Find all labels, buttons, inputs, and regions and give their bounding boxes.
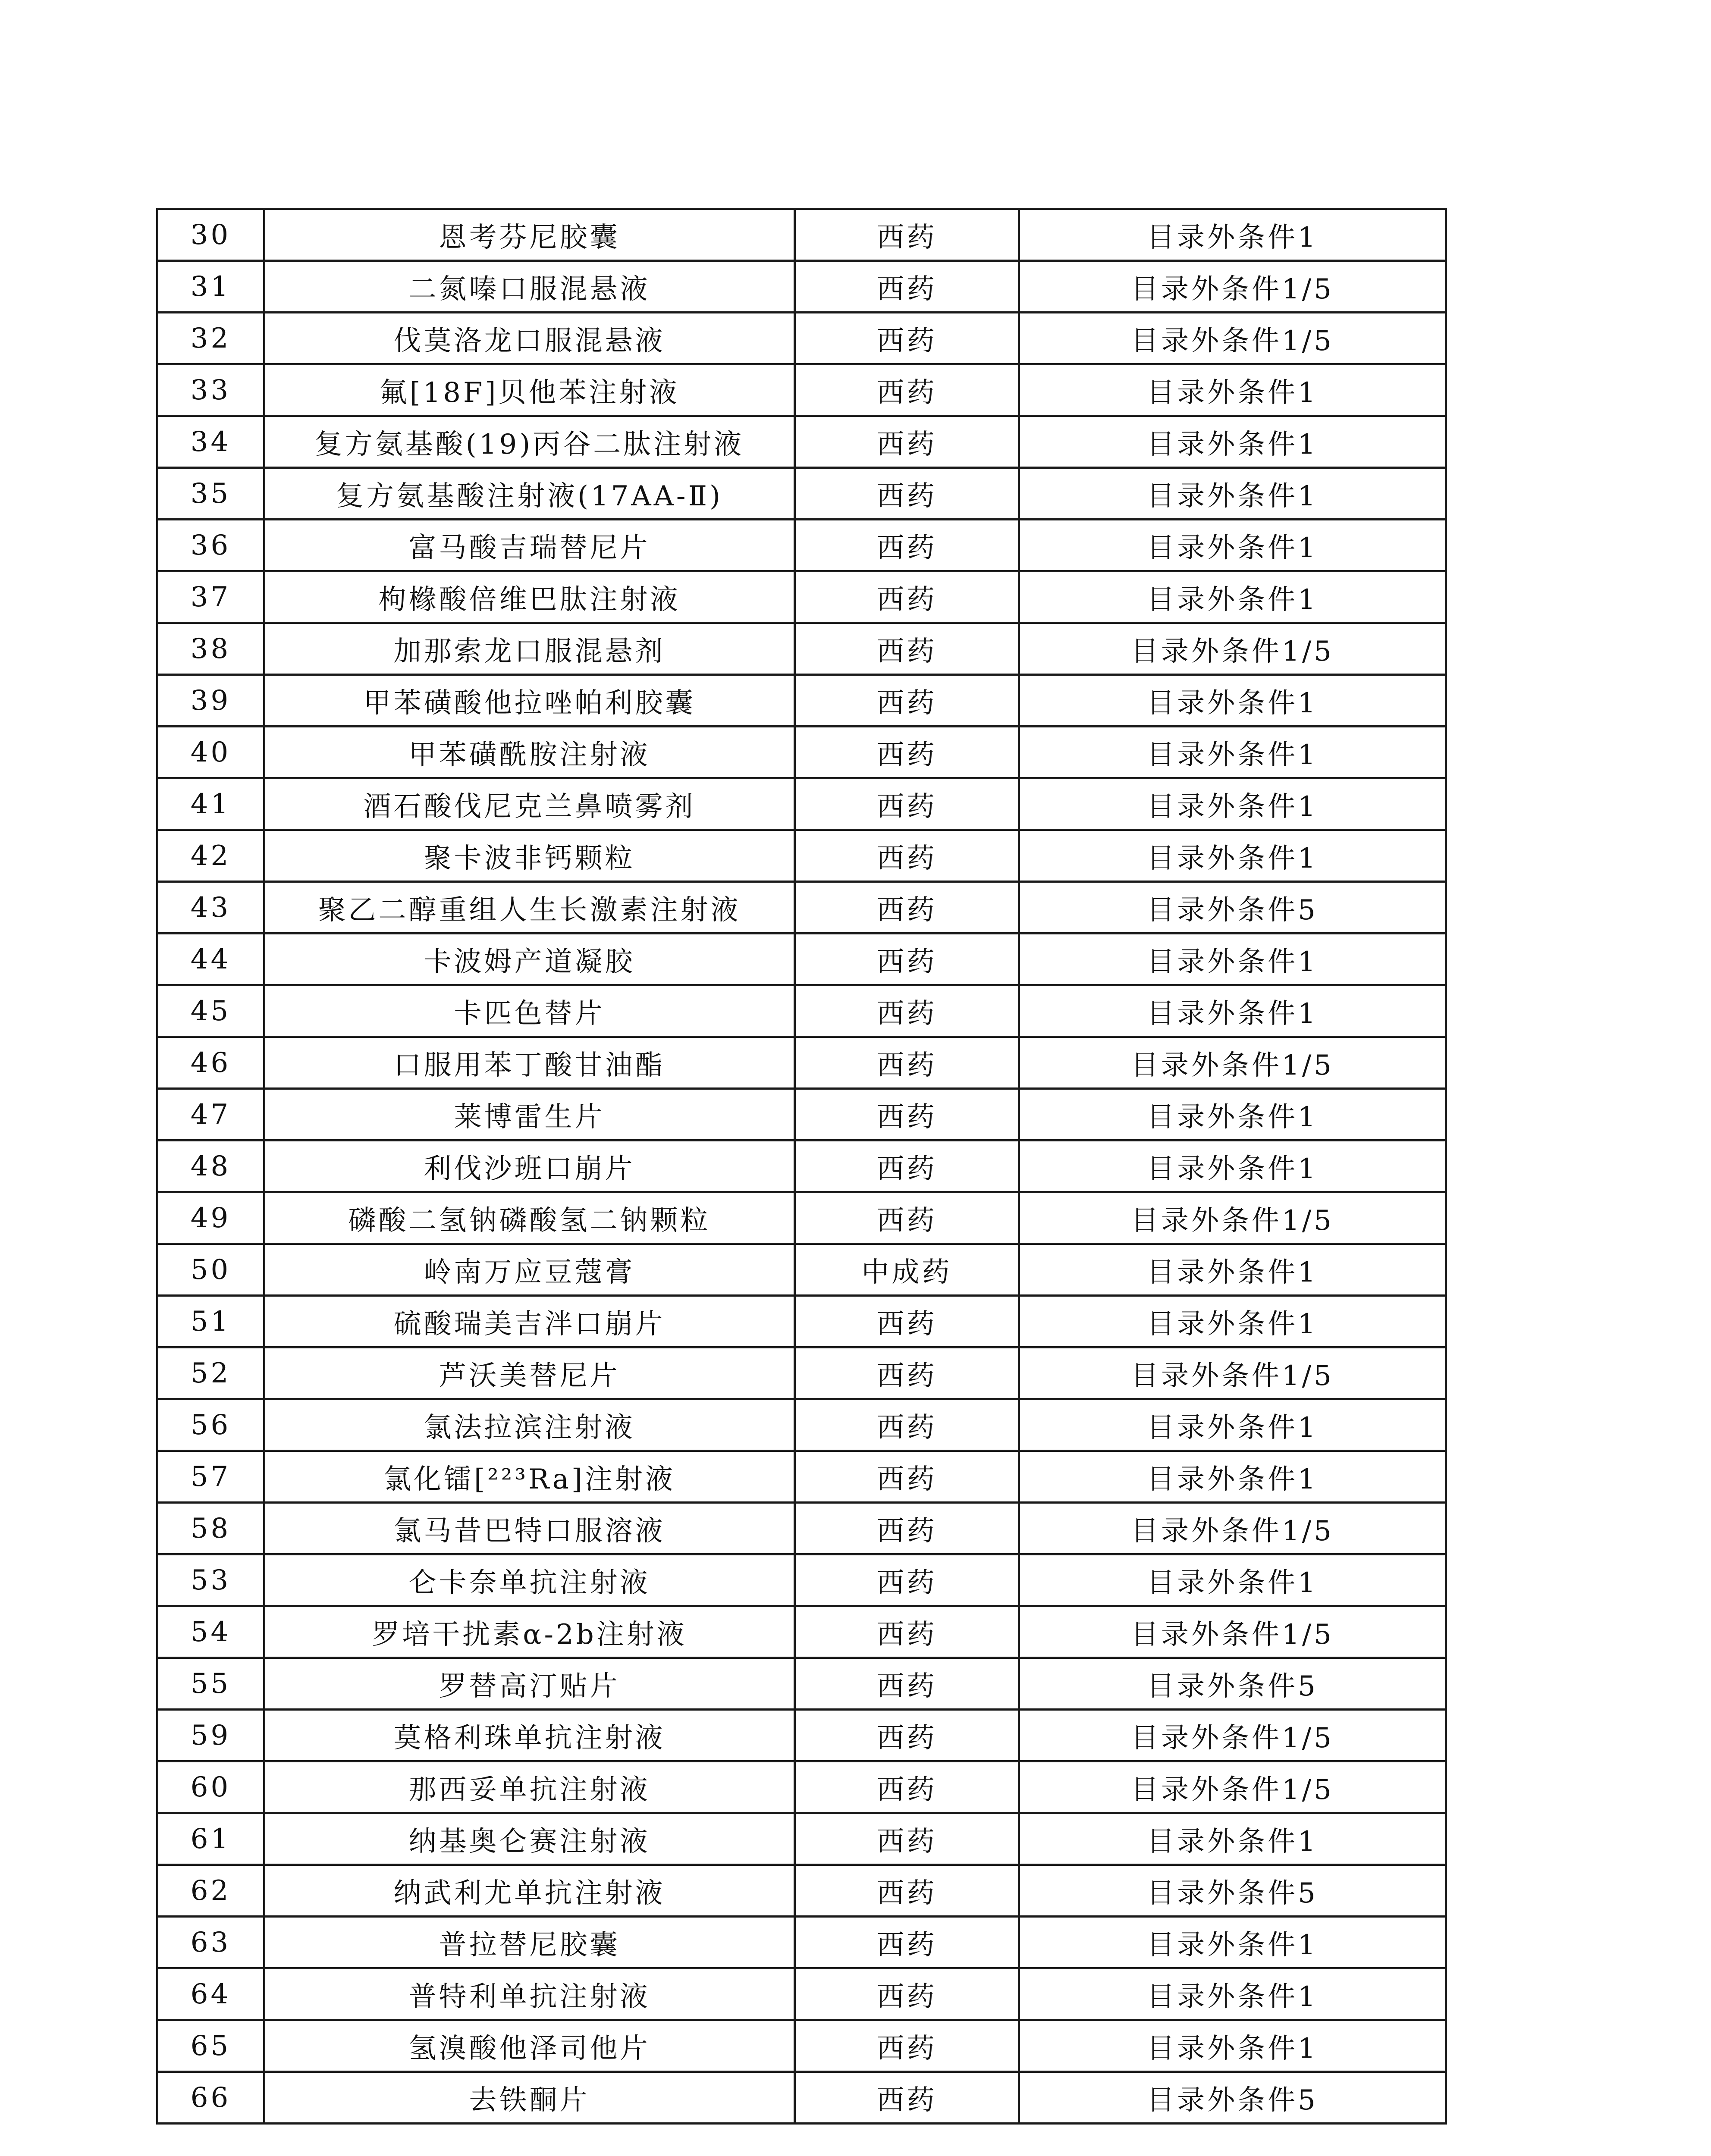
drug-name-cell: 硫酸瑞美吉泮口崩片 xyxy=(264,1296,795,1348)
drug-name-cell: 加那索龙口服混悬剂 xyxy=(264,623,795,675)
row-number-cell: 63 xyxy=(157,1917,264,1968)
condition-cell: 目录外条件5 xyxy=(1019,882,1446,934)
row-number-cell: 51 xyxy=(157,1296,264,1348)
row-number-cell: 35 xyxy=(157,468,264,520)
row-number-cell: 55 xyxy=(157,1658,264,1710)
condition-cell: 目录外条件1/5 xyxy=(1019,1606,1446,1658)
drug-name-cell: 芦沃美替尼片 xyxy=(264,1348,795,1399)
condition-cell: 目录外条件1 xyxy=(1019,727,1446,778)
drug-name-cell: 甲苯磺酸他拉唑帕利胶囊 xyxy=(264,675,795,727)
drug-name-cell: 富马酸吉瑞替尼片 xyxy=(264,520,795,571)
row-number-cell: 49 xyxy=(157,1192,264,1244)
row-number-cell: 43 xyxy=(157,882,264,934)
drug-type-cell: 西药 xyxy=(795,778,1019,830)
table-row xyxy=(157,1451,1446,1503)
table-row xyxy=(157,1089,1446,1141)
drug-type-cell: 西药 xyxy=(795,261,1019,313)
row-number-cell: 34 xyxy=(157,416,264,468)
row-number-cell: 65 xyxy=(157,2020,264,2072)
table-row xyxy=(157,1348,1446,1399)
drug-name-cell: 莱博雷生片 xyxy=(264,1089,795,1141)
row-number-cell: 54 xyxy=(157,1606,264,1658)
row-number-cell: 58 xyxy=(157,1503,264,1554)
drug-name-cell: 聚乙二醇重组人生长激素注射液 xyxy=(264,882,795,934)
table-row xyxy=(157,830,1446,882)
drug-name-cell: 复方氨基酸(19)丙谷二肽注射液 xyxy=(264,416,795,468)
table-row xyxy=(157,364,1446,416)
row-number-cell: 31 xyxy=(157,261,264,313)
condition-cell: 目录外条件1 xyxy=(1019,830,1446,882)
table-row xyxy=(157,1503,1446,1554)
condition-cell: 目录外条件5 xyxy=(1019,1658,1446,1710)
condition-cell: 目录外条件1 xyxy=(1019,1244,1446,1296)
row-number-cell: 50 xyxy=(157,1244,264,1296)
drug-type-cell: 西药 xyxy=(795,1865,1019,1917)
drug-type-cell: 西药 xyxy=(795,1296,1019,1348)
drug-type-cell: 西药 xyxy=(795,1917,1019,1968)
condition-cell: 目录外条件1 xyxy=(1019,1451,1446,1503)
row-number-cell: 40 xyxy=(157,727,264,778)
condition-cell: 目录外条件1 xyxy=(1019,934,1446,985)
drug-name-cell: 去铁酮片 xyxy=(264,2072,795,2124)
condition-cell: 目录外条件1/5 xyxy=(1019,623,1446,675)
condition-cell: 目录外条件1 xyxy=(1019,1399,1446,1451)
drug-type-cell: 西药 xyxy=(795,1503,1019,1554)
row-number-cell: 39 xyxy=(157,675,264,727)
table-row xyxy=(157,882,1446,934)
drug-name-cell: 罗替高汀贴片 xyxy=(264,1658,795,1710)
table-row xyxy=(157,778,1446,830)
condition-cell: 目录外条件1 xyxy=(1019,1141,1446,1192)
condition-cell: 目录外条件1/5 xyxy=(1019,313,1446,364)
row-number-cell: 41 xyxy=(157,778,264,830)
drug-type-cell: 西药 xyxy=(795,1037,1019,1089)
condition-cell: 目录外条件1 xyxy=(1019,1968,1446,2020)
drug-name-cell: 仑卡奈单抗注射液 xyxy=(264,1554,795,1606)
drug-name-cell: 二氮嗪口服混悬液 xyxy=(264,261,795,313)
table-row xyxy=(157,1865,1446,1917)
condition-cell: 目录外条件1/5 xyxy=(1019,1192,1446,1244)
drug-name-cell: 普拉替尼胶囊 xyxy=(264,1917,795,1968)
drug-type-cell: 西药 xyxy=(795,985,1019,1037)
drug-type-cell: 西药 xyxy=(795,2020,1019,2072)
drug-type-cell: 西药 xyxy=(795,1192,1019,1244)
table-row xyxy=(157,934,1446,985)
drug-type-cell: 西药 xyxy=(795,571,1019,623)
drug-type-cell: 西药 xyxy=(795,416,1019,468)
table-row xyxy=(157,261,1446,313)
drug-name-cell: 氯马昔巴特口服溶液 xyxy=(264,1503,795,1554)
drug-type-cell: 西药 xyxy=(795,1813,1019,1865)
row-number-cell: 48 xyxy=(157,1141,264,1192)
drug-name-cell: 纳武利尤单抗注射液 xyxy=(264,1865,795,1917)
row-number-cell: 62 xyxy=(157,1865,264,1917)
table-row xyxy=(157,985,1446,1037)
drug-type-cell: 西药 xyxy=(795,364,1019,416)
condition-cell: 目录外条件1 xyxy=(1019,520,1446,571)
condition-cell: 目录外条件5 xyxy=(1019,1865,1446,1917)
drug-name-cell: 伐莫洛龙口服混悬液 xyxy=(264,313,795,364)
drug-name-cell: 莫格利珠单抗注射液 xyxy=(264,1710,795,1761)
condition-cell: 目录外条件1/5 xyxy=(1019,261,1446,313)
row-number-cell: 66 xyxy=(157,2072,264,2124)
table-row xyxy=(157,209,1446,261)
row-number-cell: 64 xyxy=(157,1968,264,2020)
drug-name-cell: 那西妥单抗注射液 xyxy=(264,1761,795,1813)
table-row xyxy=(157,416,1446,468)
table-row xyxy=(157,1710,1446,1761)
condition-cell: 目录外条件1/5 xyxy=(1019,1037,1446,1089)
condition-cell: 目录外条件1 xyxy=(1019,571,1446,623)
drug-type-cell: 西药 xyxy=(795,313,1019,364)
drug-name-cell: 氢溴酸他泽司他片 xyxy=(264,2020,795,2072)
row-number-cell: 38 xyxy=(157,623,264,675)
condition-cell: 目录外条件1/5 xyxy=(1019,1503,1446,1554)
row-number-cell: 46 xyxy=(157,1037,264,1089)
table-row xyxy=(157,571,1446,623)
table-row xyxy=(157,1244,1446,1296)
table-row xyxy=(157,1813,1446,1865)
drug-name-cell: 口服用苯丁酸甘油酯 xyxy=(264,1037,795,1089)
row-number-cell: 59 xyxy=(157,1710,264,1761)
drug-name-cell: 复方氨基酸注射液(17AA-Ⅱ) xyxy=(264,468,795,520)
table-row xyxy=(157,1399,1446,1451)
drug-type-cell: 西药 xyxy=(795,1658,1019,1710)
drug-type-cell: 西药 xyxy=(795,1089,1019,1141)
condition-cell: 目录外条件1/5 xyxy=(1019,1348,1446,1399)
drug-type-cell: 西药 xyxy=(795,1606,1019,1658)
condition-cell: 目录外条件1 xyxy=(1019,675,1446,727)
drug-type-cell: 西药 xyxy=(795,727,1019,778)
drug-name-cell: 卡波姆产道凝胶 xyxy=(264,934,795,985)
condition-cell: 目录外条件1 xyxy=(1019,1296,1446,1348)
drug-type-cell: 西药 xyxy=(795,675,1019,727)
row-number-cell: 36 xyxy=(157,520,264,571)
table-row xyxy=(157,313,1446,364)
drug-name-cell: 磷酸二氢钠磷酸氢二钠颗粒 xyxy=(264,1192,795,1244)
condition-cell: 目录外条件1/5 xyxy=(1019,1710,1446,1761)
table-row xyxy=(157,727,1446,778)
condition-cell: 目录外条件5 xyxy=(1019,2072,1446,2124)
drug-type-cell: 西药 xyxy=(795,882,1019,934)
table-row xyxy=(157,1192,1446,1244)
row-number-cell: 57 xyxy=(157,1451,264,1503)
drug-type-cell: 西药 xyxy=(795,468,1019,520)
drug-name-cell: 氯化镭[²²³Ra]注射液 xyxy=(264,1451,795,1503)
condition-cell: 目录外条件1 xyxy=(1019,364,1446,416)
table-row xyxy=(157,1141,1446,1192)
drug-name-cell: 利伐沙班口崩片 xyxy=(264,1141,795,1192)
table-row xyxy=(157,468,1446,520)
drug-name-cell: 岭南万应豆蔻膏 xyxy=(264,1244,795,1296)
drug-name-cell: 纳基奥仑赛注射液 xyxy=(264,1813,795,1865)
drug-type-cell: 西药 xyxy=(795,1761,1019,1813)
row-number-cell: 33 xyxy=(157,364,264,416)
drug-name-cell: 普特利单抗注射液 xyxy=(264,1968,795,2020)
drug-name-cell: 聚卡波非钙颗粒 xyxy=(264,830,795,882)
table-row xyxy=(157,1037,1446,1089)
condition-cell: 目录外条件1 xyxy=(1019,1089,1446,1141)
drug-name-cell: 氯法拉滨注射液 xyxy=(264,1399,795,1451)
drug-name-cell: 枸橼酸倍维巴肽注射液 xyxy=(264,571,795,623)
table-row xyxy=(157,2020,1446,2072)
condition-cell: 目录外条件1 xyxy=(1019,416,1446,468)
drug-type-cell: 西药 xyxy=(795,1141,1019,1192)
row-number-cell: 30 xyxy=(157,209,264,261)
drug-type-cell: 西药 xyxy=(795,1710,1019,1761)
row-number-cell: 60 xyxy=(157,1761,264,1813)
row-number-cell: 47 xyxy=(157,1089,264,1141)
drug-name-cell: 卡匹色替片 xyxy=(264,985,795,1037)
row-number-cell: 37 xyxy=(157,571,264,623)
table-row xyxy=(157,1554,1446,1606)
condition-cell: 目录外条件1 xyxy=(1019,985,1446,1037)
row-number-cell: 53 xyxy=(157,1554,264,1606)
table-row xyxy=(157,1917,1446,1968)
drug-type-cell: 中成药 xyxy=(795,1244,1019,1296)
drug-type-cell: 西药 xyxy=(795,830,1019,882)
drug-type-cell: 西药 xyxy=(795,623,1019,675)
table-row xyxy=(157,623,1446,675)
drug-type-cell: 西药 xyxy=(795,1451,1019,1503)
table-row xyxy=(157,1968,1446,2020)
condition-cell: 目录外条件1 xyxy=(1019,1813,1446,1865)
condition-cell: 目录外条件1 xyxy=(1019,1554,1446,1606)
drug-type-cell: 西药 xyxy=(795,1968,1019,2020)
drug-name-cell: 酒石酸伐尼克兰鼻喷雾剂 xyxy=(264,778,795,830)
row-number-cell: 44 xyxy=(157,934,264,985)
row-number-cell: 56 xyxy=(157,1399,264,1451)
table-row xyxy=(157,1658,1446,1710)
row-number-cell: 42 xyxy=(157,830,264,882)
condition-cell: 目录外条件1 xyxy=(1019,2020,1446,2072)
table-row xyxy=(157,1761,1446,1813)
table-row xyxy=(157,2072,1446,2124)
drug-name-cell: 恩考芬尼胶囊 xyxy=(264,209,795,261)
drug-name-cell: 甲苯磺酰胺注射液 xyxy=(264,727,795,778)
table-row xyxy=(157,1296,1446,1348)
row-number-cell: 45 xyxy=(157,985,264,1037)
row-number-cell: 52 xyxy=(157,1348,264,1399)
table-row xyxy=(157,675,1446,727)
drug-name-cell: 氟[18F]贝他苯注射液 xyxy=(264,364,795,416)
drug-list-table xyxy=(156,208,1447,2125)
drug-name-cell: 罗培干扰素α-2b注射液 xyxy=(264,1606,795,1658)
drug-type-cell: 西药 xyxy=(795,1554,1019,1606)
drug-type-cell: 西药 xyxy=(795,209,1019,261)
condition-cell: 目录外条件1/5 xyxy=(1019,1761,1446,1813)
drug-type-cell: 西药 xyxy=(795,1348,1019,1399)
drug-type-cell: 西药 xyxy=(795,520,1019,571)
condition-cell: 目录外条件1 xyxy=(1019,1917,1446,1968)
condition-cell: 目录外条件1 xyxy=(1019,468,1446,520)
drug-type-cell: 西药 xyxy=(795,2072,1019,2124)
drug-type-cell: 西药 xyxy=(795,1399,1019,1451)
row-number-cell: 32 xyxy=(157,313,264,364)
drug-type-cell: 西药 xyxy=(795,934,1019,985)
condition-cell: 目录外条件1 xyxy=(1019,778,1446,830)
table-body xyxy=(157,209,1446,2124)
condition-cell: 目录外条件1 xyxy=(1019,209,1446,261)
table-row xyxy=(157,1606,1446,1658)
table-row xyxy=(157,520,1446,571)
row-number-cell: 61 xyxy=(157,1813,264,1865)
